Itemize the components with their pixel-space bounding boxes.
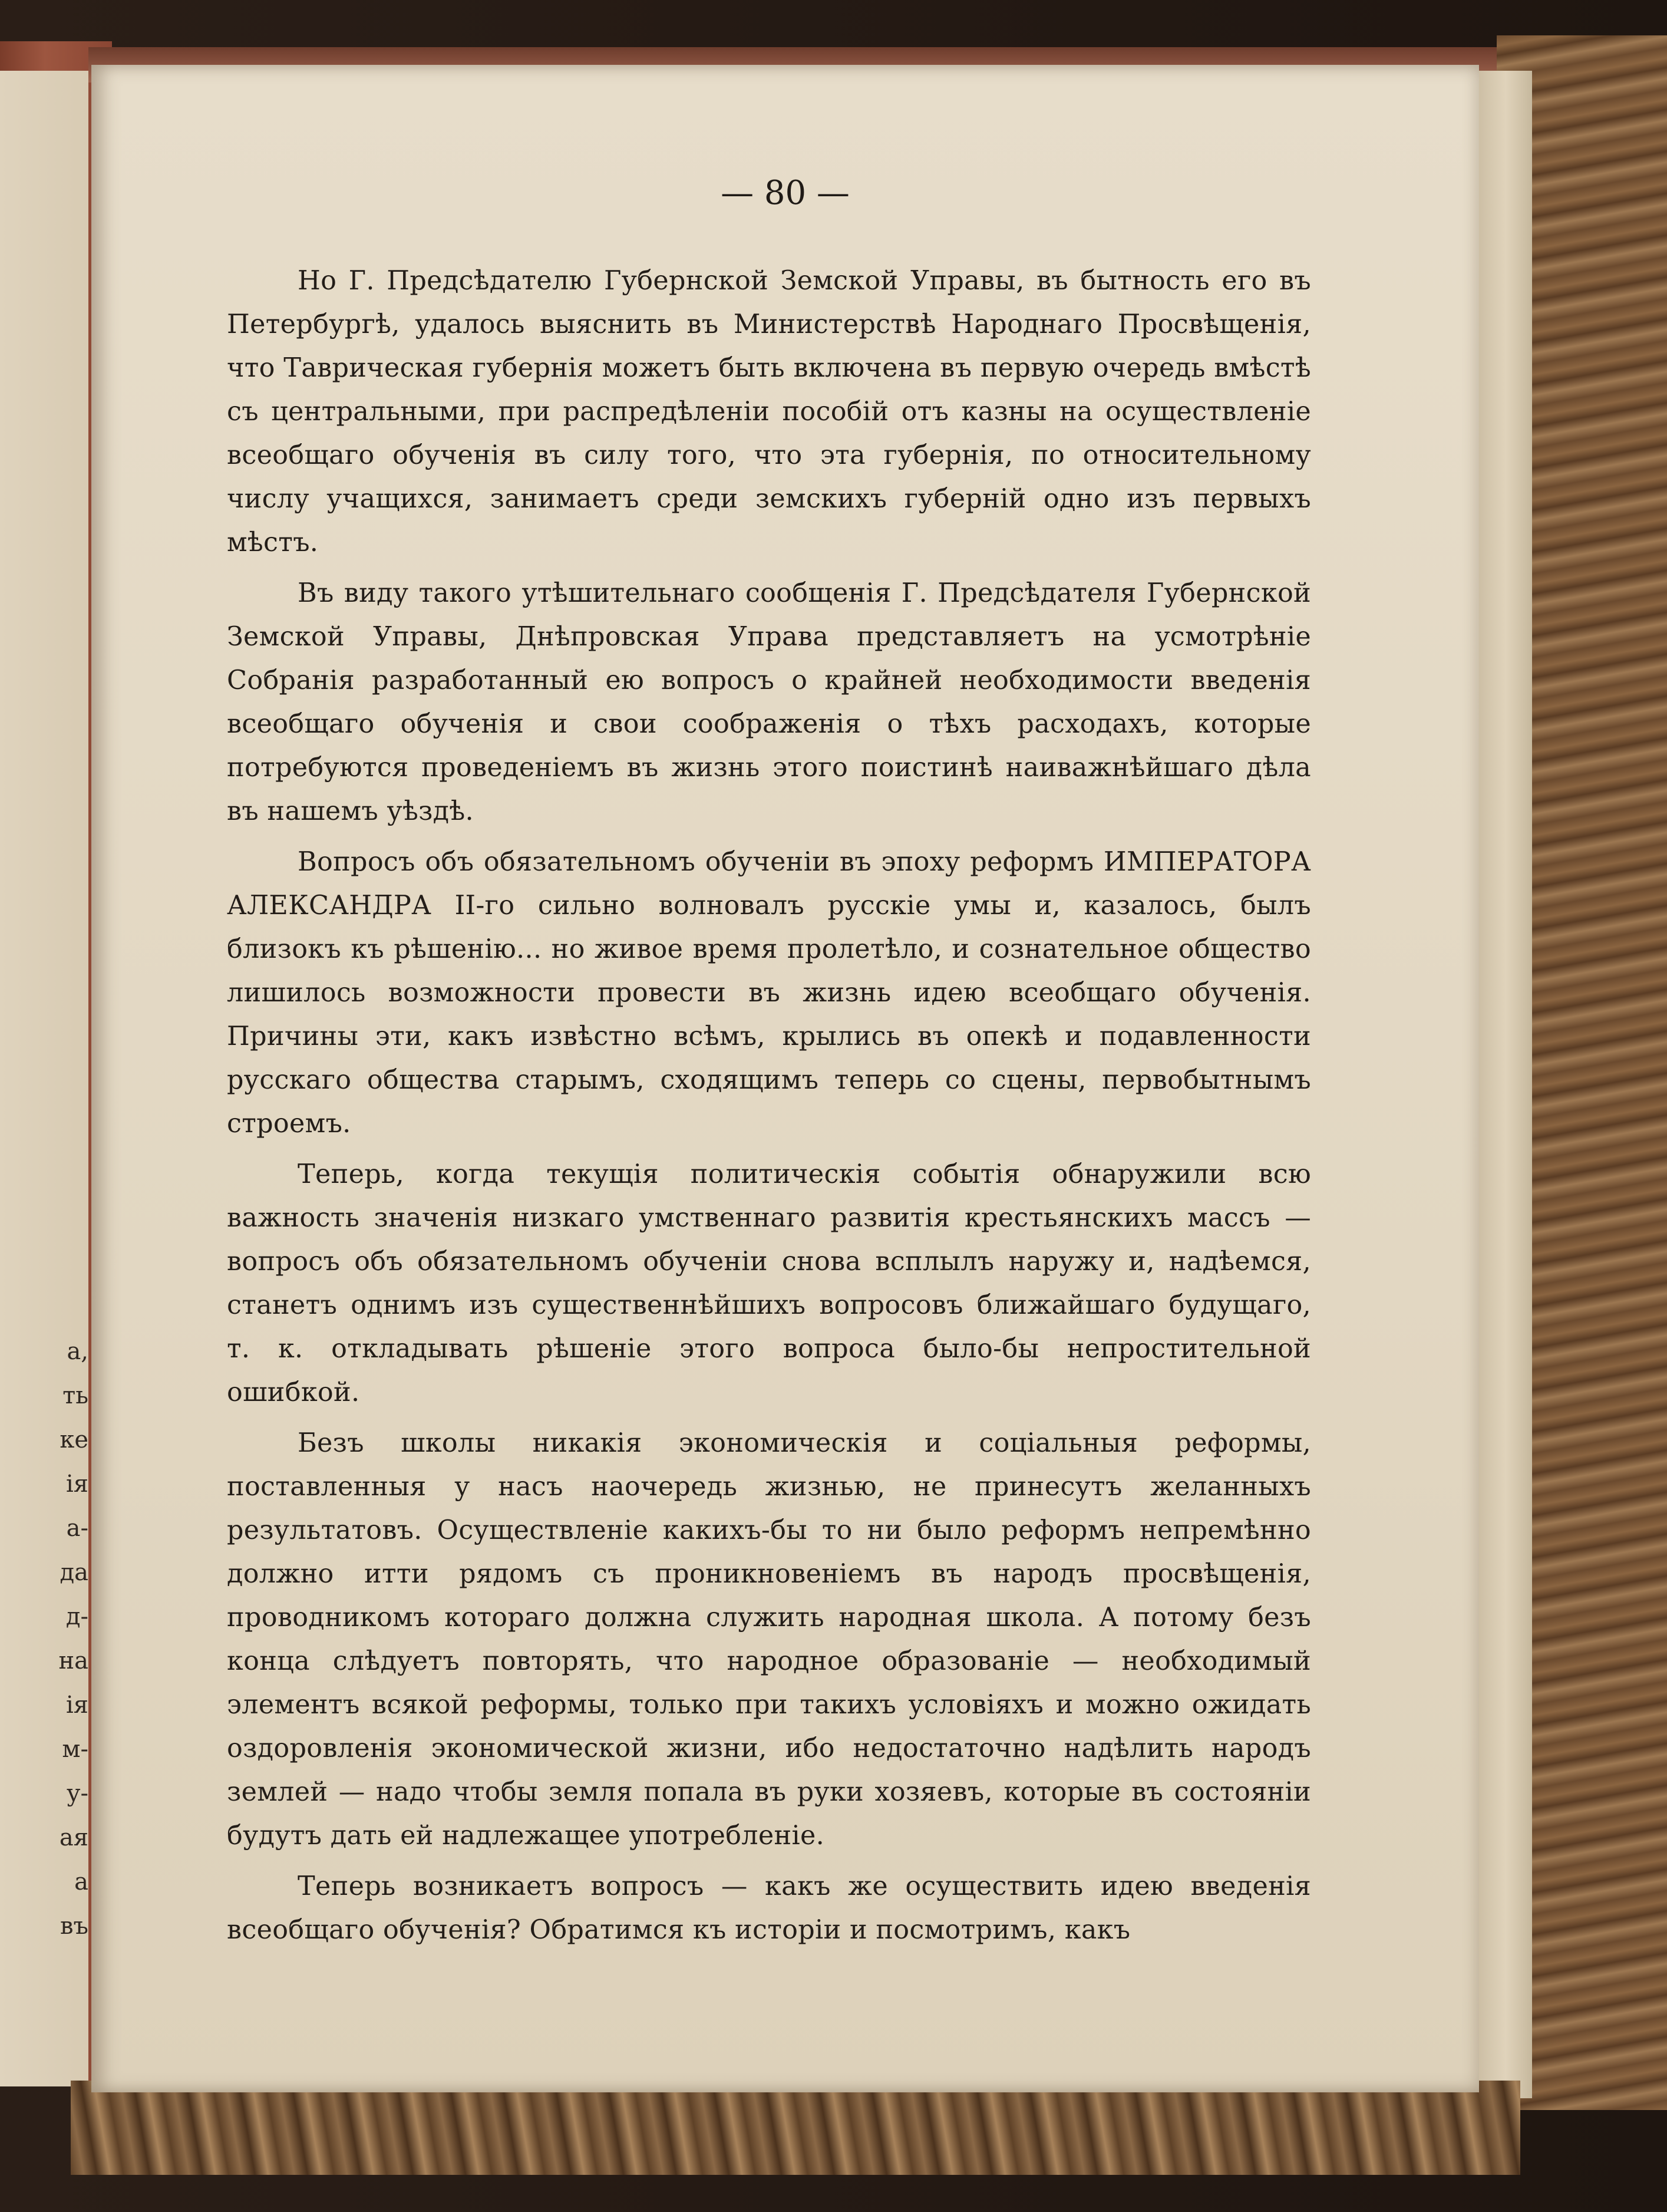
prev-page-fragment: у-	[66, 1780, 88, 1807]
previous-page-edge	[0, 71, 88, 2086]
prev-page-fragment: на	[58, 1647, 88, 1674]
paragraph: Но Г. Предсѣдателю Губернской Земской Управы, въ бытность его въ Петербургѣ, удалось выяснить въ Министерствѣ Народнаго Просвѣщенія, что Таврическая губернія можетъ быть включена въ первую очередь вмѣстѣ съ центральными, при распредѣленіи пособій отъ казны на осуществленіе всеобщаго обученія въ силу того, что эта губернія, по относительному числу учащихся, занимаетъ среди земскихъ губерній одно изъ первыхъ мѣстъ.	[227, 266, 1311, 558]
page-stack-edge	[1479, 71, 1532, 2098]
book-page	[91, 65, 1479, 2092]
prev-page-fragment: ая	[59, 1824, 88, 1851]
prev-page-fragment: а	[74, 1868, 88, 1895]
prev-page-fragment: ія	[65, 1692, 88, 1719]
prev-page-fragment: м-	[62, 1736, 88, 1763]
prev-page-fragment: д-	[65, 1603, 88, 1630]
prev-page-fragment: ть	[62, 1382, 88, 1409]
prev-page-fragment: а-	[66, 1515, 88, 1542]
prev-page-fragment: въ	[60, 1913, 88, 1940]
paragraph: Въ виду такого утѣшительнаго сообщенія Г. Предсѣдателя Губернской Земской Управы, Днѣпровская Управа представляетъ на усмотрѣніе Собранія разработанный ею вопросъ о крайней необходимости введенія всеобщаго обученія и свои соображенія о тѣхъ расходахъ, которые потребуются проведеніемъ въ жизнь этого поистинѣ наиважнѣйшаго дѣла въ нашемъ уѣздѣ.	[227, 578, 1311, 826]
paragraph: Вопросъ объ обязательномъ обученіи въ эпоху реформъ ИМПЕРАТОРА АЛЕКСАНДРА II-го сильно волновалъ русскіе умы и, казалось, былъ близокъ къ рѣшенію... но живое время пролетѣло, и сознательное общество лишилось возможности провести въ жизнь идею всеобщаго обученія. Причины эти, какъ извѣстно всѣмъ, крылись въ опекѣ и подавленности русскаго общества старымъ, сходящимъ теперь со сцены, первобытнымъ строемъ.	[227, 847, 1311, 1139]
prev-page-fragment: а,	[67, 1338, 88, 1365]
prev-page-fragment: ія	[65, 1471, 88, 1498]
paragraph: Теперь возникаетъ вопросъ — какъ же осуществить идею введенія всеобщаго обученія? Обратимся къ исторіи и посмотримъ, какъ	[227, 1871, 1311, 1945]
prev-page-fragment: да	[60, 1559, 88, 1586]
prev-page-fragment: ке	[60, 1426, 88, 1453]
paragraph: Теперь, когда текущія политическія событія обнаружили всю важность значенія низкаго умственнаго развитія крестьянскихъ массъ — вопросъ объ обязательномъ обученіи снова всплылъ наружу и, надѣемся, станетъ однимъ изъ существеннѣйшихъ вопросовъ ближайшаго будущаго, т. к. откладывать рѣшеніе этого вопроса было-бы непростительной ошибкой.	[227, 1159, 1311, 1407]
page-number: — 80 —	[721, 174, 850, 212]
bottom-cover-edge	[71, 2081, 1520, 2175]
page-body	[227, 259, 1311, 1959]
paragraph: Безъ школы никакія экономическія и соціальныя реформы, поставленныя у насъ наочередь жизнью, не принесутъ желанныхъ результатовъ. Осуществленіе какихъ-бы то ни было реформъ непремѣнно должно итти рядомъ съ проникновеніемъ въ народъ просвѣщенія, проводникомъ котораго должна служить народная школа. А потому безъ конца слѣдуетъ повторять, что народное образованіе — необходимый элементъ всякой реформы, только при такихъ условіяхъ и можно ожидать оздоровленія экономической жизни, ибо недостаточно надѣлить народъ землей — надо чтобы земля попала въ руки хозяевъ, которые въ состояніи будутъ дать ей надлежащее употребленіе.	[227, 1428, 1311, 1851]
